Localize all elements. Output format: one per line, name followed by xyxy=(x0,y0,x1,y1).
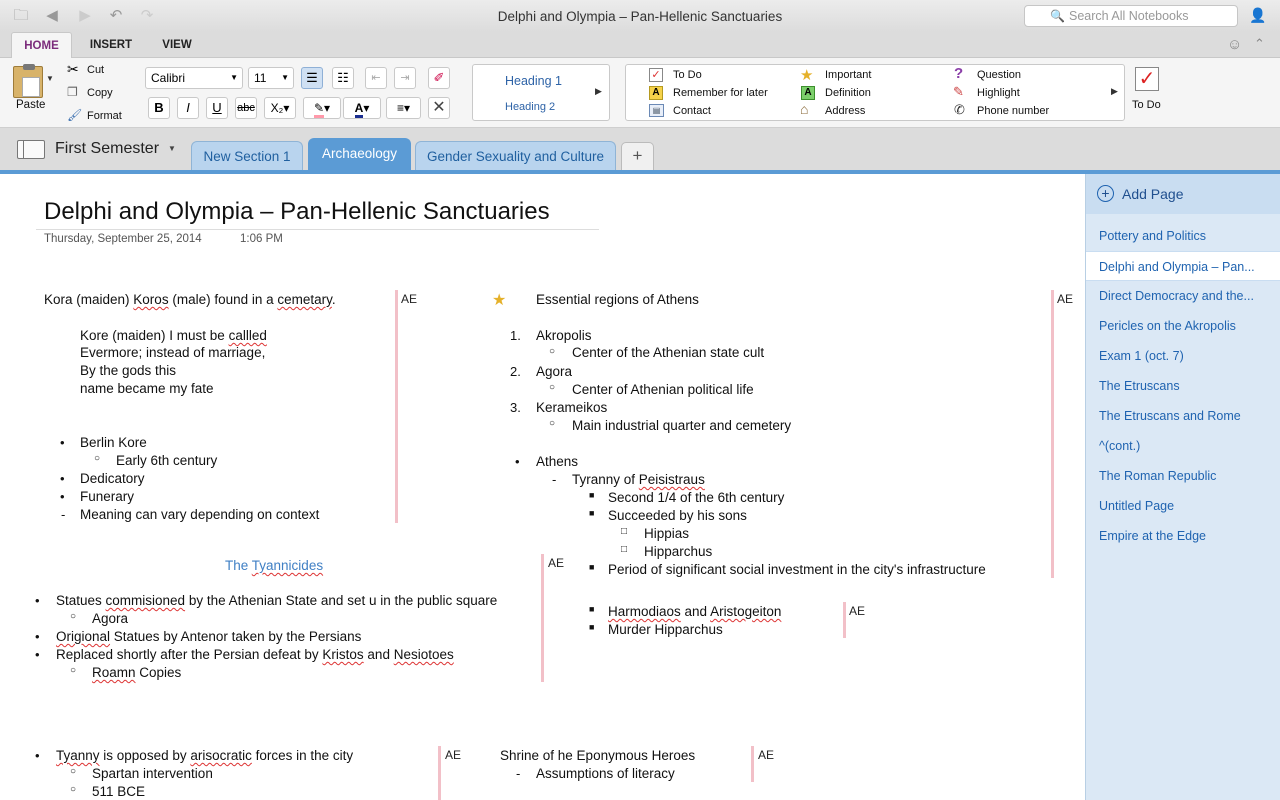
style-heading-2[interactable]: Heading 2 xyxy=(505,101,556,113)
tags-gallery[interactable] xyxy=(625,64,1125,121)
tag-phone[interactable]: Phone number xyxy=(977,105,1050,117)
section-tab-archaeology[interactable]: Archaeology xyxy=(308,138,411,171)
bullet-icon: • xyxy=(60,489,65,504)
page-title[interactable]: Delphi and Olympia – Pan-Hellenic Sanctuaries xyxy=(44,198,550,225)
poem-line-3[interactable]: By the gods this xyxy=(80,363,177,378)
page-item-selected[interactable]: Delphi and Olympia – Pan... xyxy=(1086,251,1280,281)
underline-button[interactable]: U xyxy=(206,97,228,119)
author-bar xyxy=(751,746,754,782)
number-3: 3. xyxy=(510,400,521,415)
section-tab-gender[interactable]: Gender Sexuality and Culture xyxy=(415,141,616,171)
cut-button[interactable]: Cut xyxy=(87,64,105,76)
circle-bullet-icon: ○ xyxy=(70,665,77,676)
format-painter-icon: 🖌 xyxy=(67,108,83,122)
important-star-icon: ★ xyxy=(492,292,507,309)
bullet-icon: • xyxy=(35,629,40,644)
styles-more-icon[interactable]: ▶ xyxy=(595,86,602,96)
align-button[interactable]: ≡▾ xyxy=(386,97,421,119)
circle-bullet-icon: ○ xyxy=(549,382,556,393)
list-item[interactable]: Hipparchus xyxy=(644,544,713,559)
chevron-down-icon: ▼ xyxy=(230,73,238,82)
dash-bullet-icon: - xyxy=(61,507,66,522)
list-item[interactable]: Meaning can vary depending on context xyxy=(80,507,320,522)
square-bullet-icon: ■ xyxy=(589,604,595,614)
font-size-select[interactable] xyxy=(248,67,294,89)
circle-bullet-icon: ○ xyxy=(70,784,77,795)
back-icon[interactable]: ◀ xyxy=(46,7,58,24)
number-1: 1. xyxy=(510,328,521,343)
square-bullet-icon: ■ xyxy=(589,508,595,518)
tags-more-icon[interactable]: ▶ xyxy=(1111,86,1118,96)
list-item[interactable]: Replaced shortly after the Persian defeat by Kristos and Nesiotoes xyxy=(56,647,454,662)
ribbon xyxy=(0,58,1280,128)
bullet-icon: • xyxy=(60,471,65,486)
add-circle-icon: + xyxy=(1097,185,1114,202)
share-person-icon[interactable]: 👤 xyxy=(1249,7,1267,23)
paste-dropdown-icon[interactable]: ▼ xyxy=(46,74,54,83)
style-heading-1[interactable]: Heading 1 xyxy=(505,74,562,88)
kora-intro[interactable]: Kora (maiden) Koros (male) found in a cemetary. xyxy=(44,292,336,307)
author-initials: AE xyxy=(1057,292,1074,306)
list-item[interactable]: 511 BCE xyxy=(92,784,146,799)
poem-line-4[interactable]: name became my fate xyxy=(80,381,214,396)
window-title: Delphi and Olympia – Pan-Hellenic Sanctuaries xyxy=(497,9,783,24)
list-item[interactable]: Athens xyxy=(536,454,579,469)
list-item[interactable]: Early 6th century xyxy=(116,453,218,468)
section-tab-new-section-1[interactable]: New Section 1 xyxy=(191,141,303,171)
notebook-dropdown-icon[interactable]: ▼ xyxy=(168,144,176,153)
author-initials: AE xyxy=(445,748,462,762)
square-bullet-icon: ■ xyxy=(589,562,595,572)
forward-icon[interactable]: ▶ xyxy=(79,7,91,24)
format-painter-button[interactable]: Format xyxy=(87,110,122,122)
decrease-indent-button[interactable]: ⇤ xyxy=(365,67,387,89)
todo-tag-button[interactable]: To Do xyxy=(1132,99,1161,111)
list-item[interactable]: Succeeded by his sons xyxy=(608,508,747,523)
list-item[interactable]: Hippias xyxy=(644,526,690,541)
author-initials: AE xyxy=(548,556,565,570)
list-item[interactable]: Spartan intervention xyxy=(92,766,213,781)
page-item[interactable]: Pottery and Politics xyxy=(1099,229,1206,243)
list-item[interactable]: Funerary xyxy=(80,489,135,504)
poem-line-2[interactable]: Evermore; instead of marriage, xyxy=(80,345,266,360)
circle-bullet-icon: ○ xyxy=(549,346,556,357)
circle-bullet-icon: ○ xyxy=(94,453,101,464)
bullets-button[interactable]: ☰ xyxy=(301,67,323,89)
add-page-button[interactable] xyxy=(1086,174,1280,214)
list-item[interactable]: Tyanny is opposed by arisocratic forces in the city xyxy=(56,748,354,763)
search-placeholder: Search All Notebooks xyxy=(1069,9,1189,23)
page-time: 1:06 PM xyxy=(240,233,283,245)
bullet-icon: • xyxy=(35,647,40,662)
bullet-icon: • xyxy=(35,748,40,763)
page-item[interactable]: The Etruscans and Rome xyxy=(1099,409,1241,423)
definition-icon: A xyxy=(801,86,815,100)
list-item[interactable]: Origional Statues by Antenor taken by the Persians xyxy=(56,629,362,644)
font-name-value: Calibri xyxy=(151,71,186,85)
list-item[interactable]: Agora xyxy=(92,611,129,626)
list-item[interactable]: Agora xyxy=(536,364,573,379)
author-initials: AE xyxy=(758,748,775,762)
highlighter-pen-icon: ✎ xyxy=(953,84,964,99)
tag-remember[interactable]: Remember for later xyxy=(673,87,768,99)
circle-bullet-icon: ○ xyxy=(70,766,77,777)
author-bar xyxy=(395,290,398,523)
bold-button[interactable]: B xyxy=(148,97,170,119)
bullet-icon: • xyxy=(60,435,65,450)
author-initials: AE xyxy=(401,292,418,306)
add-section-button[interactable]: + xyxy=(621,142,654,170)
copy-button[interactable]: Copy xyxy=(87,87,113,99)
house-icon: ⌂ xyxy=(800,101,809,117)
todo-tag-big-icon[interactable]: ✓ xyxy=(1135,67,1159,91)
pages-pane xyxy=(1085,174,1280,800)
page-item[interactable]: Pericles on the Akropolis xyxy=(1099,319,1236,333)
note-canvas[interactable] xyxy=(0,174,1085,800)
highlight-color-button[interactable]: ✎▾ xyxy=(303,97,341,119)
search-icon: 🔍 xyxy=(1050,9,1065,23)
page-item[interactable]: ^(cont.) xyxy=(1099,439,1141,453)
paste-icon[interactable] xyxy=(13,66,43,98)
tag-highlight[interactable]: Highlight xyxy=(977,87,1020,99)
tag-address[interactable]: Address xyxy=(825,105,866,117)
redo-icon[interactable]: ↷ xyxy=(140,7,154,24)
page-item[interactable]: The Etruscans xyxy=(1099,379,1180,393)
author-bar xyxy=(843,602,846,638)
list-item[interactable]: Berlin Kore xyxy=(80,435,147,450)
question-icon: ? xyxy=(954,65,964,82)
contact-card-icon: ▤ xyxy=(649,104,664,117)
delete-button[interactable]: ✕ xyxy=(428,97,450,119)
font-name-select[interactable] xyxy=(145,67,243,89)
author-bar xyxy=(541,554,544,682)
athens-heading[interactable]: Essential regions of Athens xyxy=(536,292,699,307)
list-item[interactable]: Period of significant social investment in the city's infrastructure xyxy=(608,562,986,577)
list-item[interactable]: Second 1/4 of the 6th century xyxy=(608,490,785,505)
strikethrough-button[interactable]: abc xyxy=(235,97,257,119)
copy-icon: ❐ xyxy=(67,85,78,99)
list-item[interactable]: Center of Athenian political life xyxy=(572,382,754,397)
cut-icon: ✂ xyxy=(67,61,79,77)
increase-indent-button[interactable]: ⇥ xyxy=(394,67,416,89)
page-item[interactable]: Untitled Page xyxy=(1099,499,1175,513)
phone-icon: ✆ xyxy=(954,102,965,117)
list-item[interactable]: Assumptions of literacy xyxy=(536,766,675,781)
list-item[interactable]: Roamn Copies xyxy=(92,665,182,680)
tag-important[interactable]: Important xyxy=(825,69,872,81)
circle-bullet-icon: ○ xyxy=(70,611,77,622)
notebook-icon[interactable] xyxy=(17,140,45,159)
highlighter-icon: ✎ xyxy=(314,101,324,118)
poem-line-1[interactable]: Kore (maiden) I must be callled xyxy=(80,328,267,343)
list-item[interactable]: Akropolis xyxy=(536,328,592,343)
font-color-icon: A xyxy=(355,101,364,118)
dash-bullet-icon: - xyxy=(552,472,557,487)
remember-icon: A xyxy=(649,86,663,100)
clear-formatting-button[interactable]: ✐ xyxy=(428,67,450,89)
italic-button[interactable]: I xyxy=(177,97,199,119)
dash-bullet-icon: - xyxy=(516,766,521,781)
empty-square-bullet-icon: □ xyxy=(621,526,628,537)
smiley-feedback-icon[interactable]: ☺ xyxy=(1227,36,1243,53)
tag-definition[interactable]: Definition xyxy=(825,87,871,99)
font-color-button[interactable]: A▾ xyxy=(343,97,381,119)
author-bar xyxy=(1051,290,1054,578)
square-bullet-icon: ■ xyxy=(589,622,595,632)
styles-gallery[interactable] xyxy=(472,64,610,121)
list-item[interactable]: Statues commisioned by the Athenian State and set u in the public square xyxy=(56,593,498,608)
list-item[interactable]: Main industrial quarter and cemetery xyxy=(572,418,792,433)
list-item[interactable]: Tyranny of Peisistraus xyxy=(572,472,705,487)
bullet-icon: • xyxy=(515,454,520,469)
tab-home[interactable]: HOME xyxy=(11,32,72,59)
page-date: Thursday, September 25, 2014 xyxy=(44,233,202,245)
page-item[interactable]: Empire at the Edge xyxy=(1099,529,1207,543)
search-input[interactable] xyxy=(1024,5,1238,27)
tyrannicides-heading[interactable]: The Tyannicides xyxy=(225,558,324,573)
numbering-button[interactable]: ☷ xyxy=(332,67,354,89)
notebook-name[interactable]: First Semester xyxy=(55,140,160,157)
page-item[interactable]: Exam 1 (oct. 7) xyxy=(1099,349,1184,363)
number-2: 2. xyxy=(510,364,521,379)
ribbon-tabs xyxy=(0,32,1280,58)
shrine-heading[interactable]: Shrine of he Eponymous Heroes xyxy=(500,748,696,763)
tag-question[interactable]: Question xyxy=(977,69,1022,81)
tab-insert[interactable]: INSERT xyxy=(89,39,133,51)
list-item[interactable]: Kerameikos xyxy=(536,400,608,415)
tag-contact[interactable]: Contact xyxy=(673,105,711,117)
list-item[interactable]: Center of the Athenian state cult xyxy=(572,345,765,360)
author-bar xyxy=(438,746,441,800)
add-page-label: Add Page xyxy=(1122,186,1184,202)
todo-checkbox-icon: ✓ xyxy=(649,68,663,82)
tab-view[interactable]: VIEW xyxy=(162,39,192,51)
undo-icon[interactable]: ↶ xyxy=(109,7,123,24)
author-initials: AE xyxy=(849,604,866,618)
star-icon: ★ xyxy=(800,67,814,84)
page-item[interactable]: The Roman Republic xyxy=(1099,469,1217,483)
collapse-ribbon-icon[interactable]: ⌃ xyxy=(1254,36,1265,51)
tag-todo[interactable]: To Do xyxy=(673,69,702,81)
list-item[interactable]: Dedicatory xyxy=(80,471,145,486)
list-item[interactable]: Murder Hipparchus xyxy=(608,622,723,637)
square-bullet-icon: ■ xyxy=(589,490,595,500)
paste-button[interactable]: Paste xyxy=(16,99,46,111)
title-divider xyxy=(36,229,599,230)
bullet-icon: • xyxy=(35,593,40,608)
empty-square-bullet-icon: □ xyxy=(621,544,628,555)
open-folder-icon[interactable]: 🗀 xyxy=(13,7,29,24)
subscript-button[interactable]: X₂▾ xyxy=(264,97,296,119)
page-item[interactable]: Direct Democracy and the... xyxy=(1099,289,1254,303)
chevron-down-icon: ▼ xyxy=(281,73,289,82)
font-size-value: 11 xyxy=(254,71,267,85)
title-bar xyxy=(0,0,1280,32)
list-item[interactable]: Harmodiaos and Aristogeiton xyxy=(608,604,782,619)
circle-bullet-icon: ○ xyxy=(549,418,556,429)
